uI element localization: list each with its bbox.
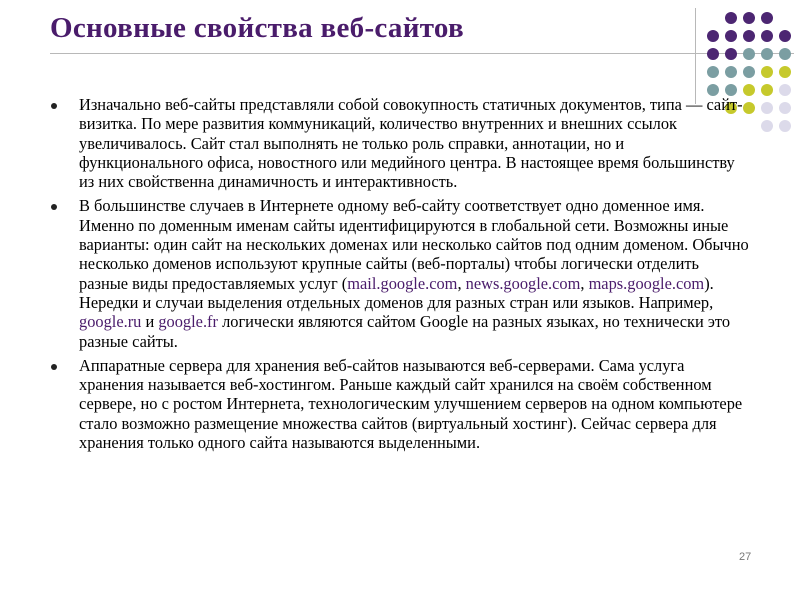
link-news-google[interactable]: news.google.com <box>465 273 581 293</box>
decorative-dot <box>707 66 719 78</box>
bullet-text: ). Нередки и случаи выделения отдельных доменов для разных стран или языков. Например, <box>79 273 714 312</box>
decorative-dot <box>725 30 737 42</box>
decorative-dot <box>761 30 773 42</box>
bullet-text: Изначально веб-сайты представляли собой совокупность статичных документов, типа — сайт-визитка. По мере развития коммуникаций, количество внутренних и внешних ссылок увеличивалось. Сайт стал выполнять не только роль справки, аннотации, но и функционального офиса, новостного или медийного центра. В настоящее время большинству из них свойственна динамичность и интерактивность. <box>79 95 743 192</box>
bullet-icon <box>51 103 57 109</box>
decorative-dot <box>725 66 737 78</box>
decorative-dot <box>779 120 791 132</box>
link-mail-google[interactable]: mail.google.com <box>347 273 458 293</box>
decorative-dot <box>761 120 773 132</box>
bullet-text: В большинстве случаев в Интернете одному веб-сайту соответствует одно доменное имя. Именно по доменным именам сайты идентифицируются в глобальной сети. Возможны иные варианты: один сайт на нескольких доменах или несколько сайтов под одним доменом. Обычно несколько доменов используют крупные сайты (веб-порталы) чтобы логически отделить разные виды предоставляемых услуг ( <box>79 196 749 293</box>
decorative-dot <box>761 66 773 78</box>
decorative-dot <box>707 48 719 60</box>
page-number: 27 <box>739 551 752 563</box>
decorative-dot <box>707 30 719 42</box>
decorative-dot <box>779 30 791 42</box>
decorative-dot <box>743 48 755 60</box>
decorative-dot <box>725 48 737 60</box>
decorative-dot <box>761 84 773 96</box>
decorative-dot <box>761 102 773 114</box>
decorative-dot <box>743 12 755 24</box>
decorative-dot <box>761 48 773 60</box>
slide-title: Основные свойства веб-сайтов <box>50 12 464 44</box>
separator: и <box>141 312 159 332</box>
link-google-fr[interactable]: google.fr <box>158 312 218 332</box>
decorative-dot <box>779 48 791 60</box>
link-google-ru[interactable]: google.ru <box>79 312 142 332</box>
bullet-text: Аппаратные сервера для хранения веб-сайтов называются веб-серверами. Сама услуга хранения называется веб-хостингом. Раньше каждый сайт хранился на своём собственном сервере, но с ростом Интернета, технологическим улучшением серверов на одном компьютере стало возможно размещение множества сайтов (виртуальный хостинг). Сейчас сервера для хранения только одного сайта называются выделенными. <box>79 355 743 453</box>
decorative-dot <box>743 66 755 78</box>
separator: , <box>457 273 466 293</box>
decorative-dot <box>779 84 791 96</box>
bullet-item-1 <box>48 95 750 191</box>
decorative-horizontal-line <box>50 53 794 54</box>
bullet-icon <box>51 204 57 210</box>
bullet-item-3 <box>48 356 750 452</box>
decorative-dot <box>743 30 755 42</box>
decorative-dot <box>779 102 791 114</box>
bullet-icon <box>51 364 57 370</box>
separator: , <box>580 273 589 293</box>
decorative-dot <box>779 66 791 78</box>
decorative-vertical-line <box>695 8 696 104</box>
bullet-list <box>48 95 750 457</box>
bullet-item-2 <box>48 196 750 350</box>
decorative-dot <box>725 12 737 24</box>
bullet-text: логически являются сайтом Google на разных языках, но технически это разные сайты. <box>79 312 731 351</box>
decorative-dot <box>761 12 773 24</box>
link-maps-google[interactable]: maps.google.com <box>588 273 705 293</box>
